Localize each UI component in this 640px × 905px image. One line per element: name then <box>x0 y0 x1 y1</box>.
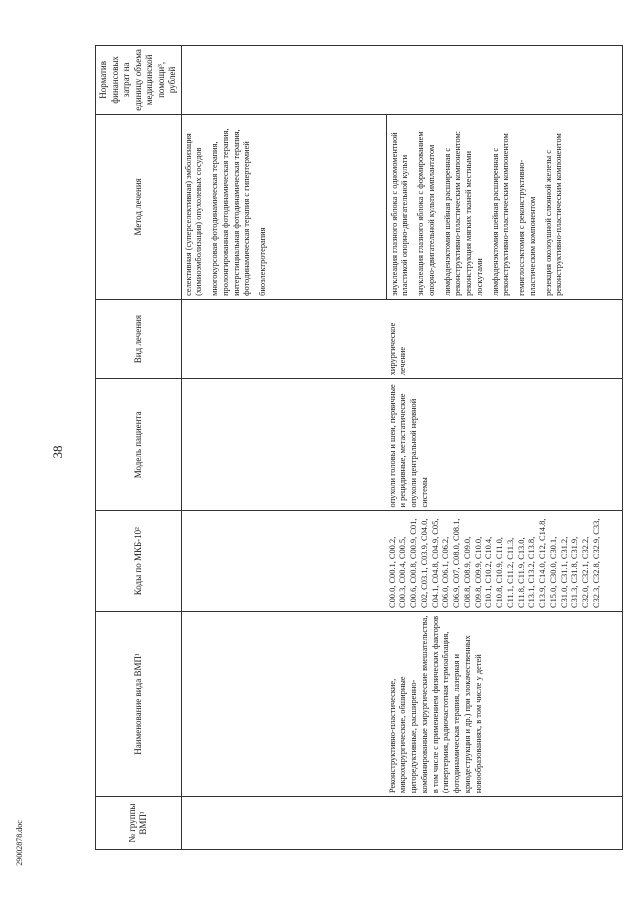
method-item: лимфаденэктомия шейная расширенная с реконструктивно-пластическим компонентом <box>490 133 511 296</box>
cell-treatment-type: хирургическое лечение <box>386 299 623 378</box>
method-item: энуклеация глазного яблока с формированием опорно-двигательной культи имплантатом <box>416 131 436 296</box>
header-normative: Норматив финансовых затрат на единицу объема медицинской помощи³, рублей <box>96 46 182 115</box>
header-patient-model: Модель пациента <box>96 379 182 511</box>
cell-icd-codes: C00.0, C00.1, C00.2, C00.3, C00.4, C00.5, C00.6, C00.8, C00.9, C01, C02, C03.1, C03.9, C04.0, C04.1, C04.8, C04.9, C05, C06.0, C06.1, C06.2, C06.9, C07, C08.0, C08.1, C08.8, C08.9, C09.0, C09.8, C09.9, C10.0, C10.1, C10.2, C10.4, C10.8, C10.9, C11.0, C11.1, C11.2, C11.3, C11.8, C11.9, C13.0, C13.1, C13.2, C13.8, C13.9, C14.0, C12, C14.8, C15.0, C30.0, C30.1, C31.0, C31.1, C31.2, C31.3, C31.8, C31.9, C32.0, C32.1, C32.2, C32.3, C32.8, C32.9, C33, <box>386 511 623 612</box>
cell-continuation-methods <box>181 114 386 299</box>
table-row <box>386 46 623 850</box>
header-group-num: № группы ВМП¹ <box>96 797 182 850</box>
cell-vmp-name: Реконструктивно-пластические, микрохирургические, обширные циторедуктивные, расширенно-комбинированные хирургические вмешательства, в том числе с применением физических факторов (гипертермия, радиочастотная термоаблация, фотодинамическая терапия, лазерная и криодеструкция и др.) при злокачественных новообразованиях, в том числе у детей <box>386 611 623 796</box>
table-header-row <box>96 46 182 850</box>
cell-group-num <box>386 797 623 850</box>
divider <box>386 115 387 299</box>
method-item: биоэлектротерапия <box>258 227 268 296</box>
method-item: энуклеация глазного яблока с одномоментной пластикой опорно-двигательной культи <box>389 132 410 296</box>
cell-patient-model: опухоли головы и шеи, первичные и рецидивные, метастатические опухоли центральной нервной системы <box>386 379 623 511</box>
rotated-table-container <box>95 45 600 850</box>
header-treatment-method: Метод лечения <box>96 114 182 299</box>
cell-normative <box>386 46 623 115</box>
header-vmp-name: Наименование вида ВМП¹ <box>96 611 182 796</box>
method-item: гемиглоссэктомия с реконструктивно-пластическим компонентом <box>517 159 537 296</box>
cell-empty <box>181 379 386 511</box>
table-row <box>181 46 386 850</box>
header-icd-codes: Коды по МКБ-10² <box>96 511 182 612</box>
document-id: 29002878.doc <box>15 820 24 866</box>
page-number: 38 <box>50 445 65 459</box>
cell-empty <box>181 797 386 850</box>
cell-empty <box>181 299 386 378</box>
header-treatment-type: Вид лечения <box>96 299 182 378</box>
cell-empty <box>181 611 386 796</box>
cell-treatment-methods <box>386 114 623 299</box>
cell-empty <box>181 511 386 612</box>
method-item: резекция околоушной слюнной железы с реконструктивно-пластическим компонентом <box>543 133 564 296</box>
vmp-table <box>95 45 623 850</box>
method-item: селективная (суперселективная) эмболизация (химиоэмболизация) опухолевых сосудов <box>183 133 204 296</box>
cell-empty <box>181 46 386 115</box>
method-item: лимфаденэктомия шейная расширенная с реконструктивно-пластическим компонентом: реконструкция мягких тканей местными лоскутами <box>442 130 484 296</box>
method-item: многокурсовая фотодинамическая терапия, пролонгированная фотодинамическая терапия, интерстициальная фотодинамическая терапия, фотодинамическая терапия с гипертермией <box>210 128 252 296</box>
